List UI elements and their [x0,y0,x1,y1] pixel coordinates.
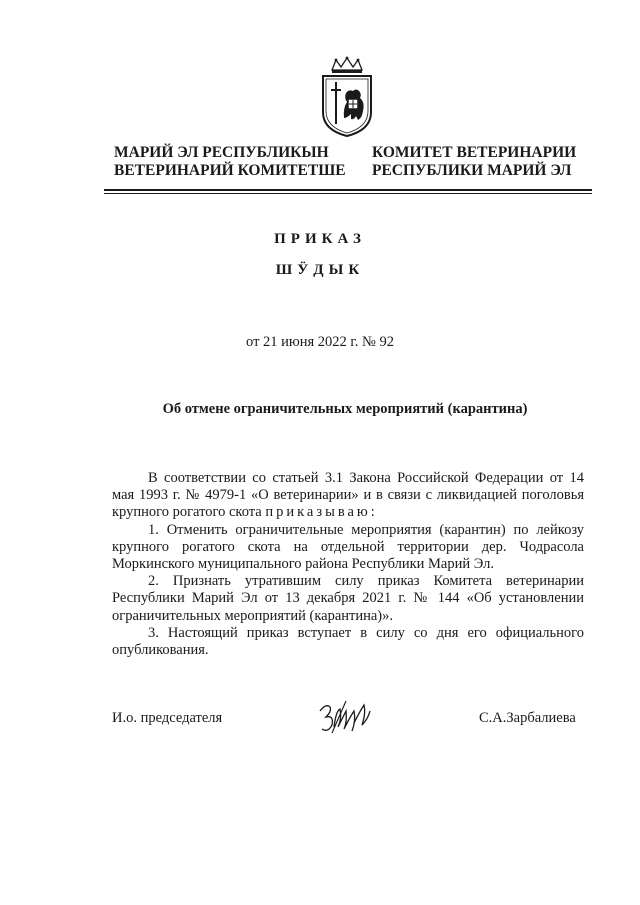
coat-of-arms-icon [318,56,376,138]
body-intro-text: В соответствии со статьей 3.1 Закона Российской Федерации от 14 мая 1993 г. № 4979-1 «О ветеринарии» и в связи с ликвидацией поголовья крупного рогатого скота [112,470,584,521]
order-title: ПРИКАЗ [274,231,366,247]
header-divider-thick [104,189,592,191]
body-intro-keyword: приказываю: [265,504,378,521]
header-left-line2: ВЕТЕРИНАРИЙ КОМИТЕТШЕ [114,162,346,179]
signatory-name: С.А.Зарбалиева [479,710,576,726]
body-item-2: 2. Признать утратившим силу приказ Комитета ветеринарии Республики Марий Эл от 13 декабря 2021 г. № 144 «Об установлении ограничительных мероприятий (карантина)». [112,573,584,624]
order-subject: Об отмене ограничительных мероприятий (карантина) [162,401,528,417]
header-left-line1: МАРИЙ ЭЛ РЕСПУБЛИКЫН [114,144,329,161]
order-date: от 21 июня 2022 г. № 92 [246,334,394,350]
body-intro [112,470,584,522]
order-title-mari: ШӰДЫК [275,262,365,278]
header-right-line1: КОМИТЕТ ВЕТЕРИНАРИИ [372,144,577,161]
header-left-block [114,144,346,180]
handwritten-signature-icon [316,697,374,739]
body-item-3: 3. Настоящий приказ вступает в силу со дня его официального опубликования. [112,624,584,659]
header-right-line2: РЕСПУБЛИКИ МАРИЙ ЭЛ [372,162,572,179]
header-right-block [372,144,576,180]
body-item-1: 1. Отменить ограничительные мероприятия (карантин) по лейкозу крупного рогатого скота на отдельной территории дер. Чодрасола Моркинского муниципального района Республики Марий Эл. [112,521,584,573]
signatory-role: И.о. председателя [112,710,223,726]
order-body [112,470,584,659]
header-divider-thin [104,193,592,194]
